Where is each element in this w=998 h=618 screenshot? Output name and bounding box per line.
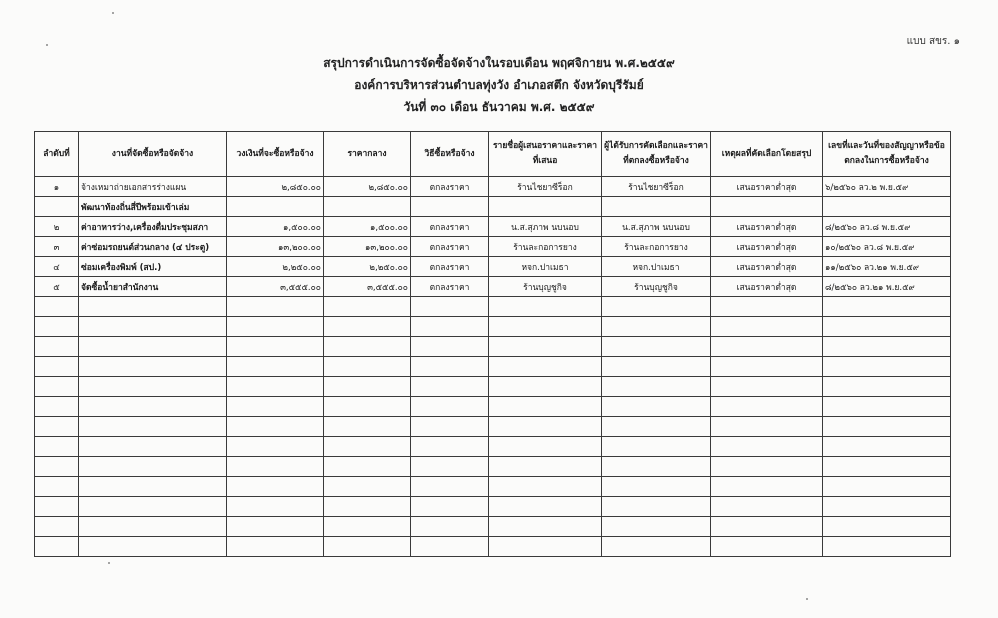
- table-cell: น.ส.สุภาพ นบนอบ: [489, 217, 602, 237]
- table-cell: [79, 457, 227, 477]
- table-cell: [79, 397, 227, 417]
- table-cell: ๑,๕๐๐.๐๐: [227, 217, 324, 237]
- table-cell: [602, 317, 711, 337]
- table-cell: [823, 537, 951, 557]
- table-cell: จัดซื้อน้ำยาสำนักงาน: [79, 277, 227, 297]
- table-cell: ๑: [35, 177, 79, 197]
- column-header: เลขที่และวันที่ของสัญญาหรือข้อตกลงในการซื้อหรือจ้าง: [823, 132, 951, 177]
- table-row-empty: [35, 497, 951, 517]
- table-cell: [489, 317, 602, 337]
- table-cell: [79, 297, 227, 317]
- table-header-row: [35, 132, 951, 177]
- table-cell: [711, 297, 823, 317]
- table-cell: [823, 437, 951, 457]
- table-cell: [324, 297, 411, 317]
- table-cell: [823, 357, 951, 377]
- table-cell: ๒,๘๕๐.๐๐: [227, 177, 324, 197]
- table-cell: [35, 197, 79, 217]
- table-cell: ร้านละกอการยาง: [489, 237, 602, 257]
- table-cell: ค่าซ่อมรถยนต์ส่วนกลาง (๔ ประตู): [79, 237, 227, 257]
- table-cell: [35, 337, 79, 357]
- table-cell: [227, 537, 324, 557]
- table-cell: [711, 477, 823, 497]
- table-cell: [602, 377, 711, 397]
- table-cell: ๑๓,๒๐๐.๐๐: [227, 237, 324, 257]
- table-cell: [227, 357, 324, 377]
- table-cell: ตกลงราคา: [411, 177, 489, 197]
- table-cell: ๓: [35, 237, 79, 257]
- table-cell: [227, 197, 324, 217]
- table-cell: ตกลงราคา: [411, 257, 489, 277]
- table-cell: ๒,๒๕๐.๐๐: [324, 257, 411, 277]
- table-cell: [602, 197, 711, 217]
- table-cell: [489, 197, 602, 217]
- procurement-table: [34, 131, 951, 557]
- table-cell: [324, 497, 411, 517]
- table-cell: [79, 317, 227, 337]
- table-cell: [79, 377, 227, 397]
- table-cell: ๑,๕๐๐.๐๐: [324, 217, 411, 237]
- table-cell: [489, 357, 602, 377]
- table-row: [35, 177, 951, 197]
- table-cell: [823, 457, 951, 477]
- column-header: ผู้ได้รับการคัดเลือกและราคาที่ตกลงซื้อหรือจ้าง: [602, 132, 711, 177]
- table-cell: [823, 197, 951, 217]
- table-cell: หจก.ปาเมธา: [489, 257, 602, 277]
- table-cell: [711, 197, 823, 217]
- table-cell: [711, 537, 823, 557]
- table-cell: [411, 417, 489, 437]
- table-cell: [711, 377, 823, 397]
- table-cell: [711, 437, 823, 457]
- table-cell: [35, 357, 79, 377]
- table-cell: ร้านละกอการยาง: [602, 237, 711, 257]
- table-cell: [227, 377, 324, 397]
- table-cell: [324, 437, 411, 457]
- column-header: รายชื่อผู้เสนอราคาและราคาที่เสนอ: [489, 132, 602, 177]
- table-row-empty: [35, 537, 951, 557]
- table-cell: [602, 397, 711, 417]
- table-cell: ๑๐/๒๕๖๐ ลว.๘ พ.ย.๕๙: [823, 237, 951, 257]
- table-cell: [411, 397, 489, 417]
- column-header: ลำดับที่: [35, 132, 79, 177]
- table-cell: [411, 357, 489, 377]
- table-cell: [711, 417, 823, 437]
- table-cell: [489, 457, 602, 477]
- table-cell: [489, 297, 602, 317]
- table-cell: [227, 417, 324, 437]
- table-cell: [227, 297, 324, 317]
- table-cell: [324, 397, 411, 417]
- column-header: วิธีซื้อหรือจ้าง: [411, 132, 489, 177]
- table-cell: ร้านบุญชูกิจ: [602, 277, 711, 297]
- table-cell: [79, 517, 227, 537]
- table-cell: [411, 477, 489, 497]
- table-cell: ตกลงราคา: [411, 277, 489, 297]
- table-row-empty: [35, 417, 951, 437]
- document-title: สรุปการดำเนินการจัดซื้อจัดจ้างในรอบเดือน พฤศจิกายน พ.ศ.๒๕๕๙: [323, 56, 675, 70]
- table-cell: [324, 477, 411, 497]
- table-cell: [489, 437, 602, 457]
- table-row: [35, 237, 951, 257]
- table-cell: ตกลงราคา: [411, 217, 489, 237]
- table-cell: [35, 417, 79, 437]
- table-cell: [823, 377, 951, 397]
- column-header: ราคากลาง: [324, 132, 411, 177]
- table-cell: [711, 337, 823, 357]
- table-row-empty: [35, 357, 951, 377]
- table-cell: [489, 517, 602, 537]
- table-cell: ๖/๒๕๖๐ ลว.๒ พ.ย.๕๙: [823, 177, 951, 197]
- table-cell: [79, 337, 227, 357]
- table-row-empty: [35, 457, 951, 477]
- table-cell: [411, 517, 489, 537]
- table-cell: [324, 357, 411, 377]
- table-cell: [602, 297, 711, 317]
- table-cell: [227, 457, 324, 477]
- table-cell: [602, 537, 711, 557]
- table-cell: [227, 437, 324, 457]
- table-cell: ๘/๒๕๖๐ ลว.๒๑ พ.ย.๕๙: [823, 277, 951, 297]
- table-cell: [79, 537, 227, 557]
- table-cell: [35, 317, 79, 337]
- table-cell: ๓,๕๕๕.๐๐: [324, 277, 411, 297]
- table-cell: [411, 497, 489, 517]
- table-cell: [602, 517, 711, 537]
- table-row-empty: [35, 297, 951, 317]
- table-row-empty: [35, 437, 951, 457]
- table-cell: [35, 437, 79, 457]
- table-cell: ซ่อมเครื่องพิมพ์ (สป.): [79, 257, 227, 277]
- table-cell: [823, 477, 951, 497]
- table-cell: ๑๓,๒๐๐.๐๐: [324, 237, 411, 257]
- table-cell: [711, 357, 823, 377]
- table-cell: [227, 337, 324, 357]
- table-cell: [711, 397, 823, 417]
- table-cell: [711, 497, 823, 517]
- table-cell: ๒,๘๕๐.๐๐: [324, 177, 411, 197]
- organization-name: องค์การบริหารส่วนตำบลทุ่งวัง อำเภอสตึก จังหวัดบุรีรัมย์: [354, 78, 644, 92]
- table-cell: ๒: [35, 217, 79, 237]
- table-cell: เสนอราคาต่ำสุด: [711, 257, 823, 277]
- table-cell: ร้านบุญชูกิจ: [489, 277, 602, 297]
- table-cell: [823, 317, 951, 337]
- table-cell: [602, 497, 711, 517]
- table-cell: [35, 397, 79, 417]
- table-cell: [227, 517, 324, 537]
- table-cell: ๑๑/๒๕๖๐ ลว.๒๑ พ.ย.๕๙: [823, 257, 951, 277]
- table-cell: [489, 337, 602, 357]
- table-row-empty: [35, 377, 951, 397]
- table-cell: [711, 457, 823, 477]
- table-cell: [324, 457, 411, 477]
- table-cell: [79, 357, 227, 377]
- table-cell: [324, 417, 411, 437]
- table-cell: หจก.ปาเมธา: [602, 257, 711, 277]
- table-cell: ร้านไชยาซีร็อก: [602, 177, 711, 197]
- table-row-empty: [35, 477, 951, 497]
- table-cell: [79, 417, 227, 437]
- table-cell: [35, 497, 79, 517]
- table-cell: [823, 337, 951, 357]
- table-cell: ๕: [35, 277, 79, 297]
- table-cell: [35, 377, 79, 397]
- table-cell: เสนอราคาต่ำสุด: [711, 177, 823, 197]
- table-cell: [489, 417, 602, 437]
- table-cell: [79, 437, 227, 457]
- table-cell: [35, 517, 79, 537]
- table-cell: [79, 477, 227, 497]
- table-cell: [411, 377, 489, 397]
- table-cell: [411, 537, 489, 557]
- table-cell: [227, 317, 324, 337]
- table-row: [35, 257, 951, 277]
- table-cell: [324, 377, 411, 397]
- table-cell: เสนอราคาต่ำสุด: [711, 217, 823, 237]
- table-row: [35, 197, 951, 217]
- table-cell: [602, 357, 711, 377]
- table-cell: [489, 477, 602, 497]
- table-cell: ๓,๕๕๕.๐๐: [227, 277, 324, 297]
- table-cell: [35, 297, 79, 317]
- table-cell: เสนอราคาต่ำสุด: [711, 237, 823, 257]
- table-cell: [823, 297, 951, 317]
- table-cell: ร้านไชยาซีร็อก: [489, 177, 602, 197]
- table-row-empty: [35, 517, 951, 537]
- table-cell: [35, 537, 79, 557]
- column-header: เหตุผลที่คัดเลือกโดยสรุป: [711, 132, 823, 177]
- table-cell: [602, 417, 711, 437]
- table-cell: จ้างเหมาถ่ายเอกสารร่างแผน: [79, 177, 227, 197]
- table-cell: ๘/๒๕๖๐ ลว.๘ พ.ย.๕๙: [823, 217, 951, 237]
- table-cell: พัฒนาท้องถิ่นสี่ปีพร้อมเข้าเล่ม: [79, 197, 227, 217]
- table-cell: [324, 537, 411, 557]
- table-cell: [324, 197, 411, 217]
- table-cell: [602, 457, 711, 477]
- table-cell: ๔: [35, 257, 79, 277]
- table-cell: [489, 377, 602, 397]
- table-cell: เสนอราคาต่ำสุด: [711, 277, 823, 297]
- column-header: วงเงินที่จะซื้อหรือจ้าง: [227, 132, 324, 177]
- table-row-empty: [35, 397, 951, 417]
- column-header: งานที่จัดซื้อหรือจัดจ้าง: [79, 132, 227, 177]
- table-cell: [489, 497, 602, 517]
- table-cell: [602, 337, 711, 357]
- table-cell: [489, 397, 602, 417]
- form-code: แบบ สขร. ๑: [906, 36, 960, 47]
- table-cell: [602, 437, 711, 457]
- table-cell: [823, 517, 951, 537]
- table-cell: [411, 197, 489, 217]
- table-cell: [711, 317, 823, 337]
- table-cell: [227, 497, 324, 517]
- table-cell: [711, 517, 823, 537]
- table-cell: [324, 517, 411, 537]
- table-cell: [227, 477, 324, 497]
- table-cell: [324, 337, 411, 357]
- table-cell: [411, 437, 489, 457]
- table-cell: [79, 497, 227, 517]
- table-cell: [35, 457, 79, 477]
- table-cell: [324, 317, 411, 337]
- table-cell: [411, 317, 489, 337]
- table-cell: [411, 337, 489, 357]
- table-row: [35, 217, 951, 237]
- table-cell: [823, 497, 951, 517]
- document-date: วันที่ ๓๐ เดือน ธันวาคม พ.ศ. ๒๕๕๙: [403, 100, 595, 114]
- table-cell: ๒,๒๕๐.๐๐: [227, 257, 324, 277]
- table-cell: [602, 477, 711, 497]
- table-cell: [411, 297, 489, 317]
- table-row-empty: [35, 337, 951, 357]
- table-cell: ค่าอาหารว่าง,เครื่องดื่มประชุมสภา: [79, 217, 227, 237]
- table-cell: [411, 457, 489, 477]
- table-cell: [227, 397, 324, 417]
- table-row: [35, 277, 951, 297]
- table-cell: [35, 477, 79, 497]
- table-cell: [489, 537, 602, 557]
- table-cell: [823, 417, 951, 437]
- table-cell: [823, 397, 951, 417]
- table-row-empty: [35, 317, 951, 337]
- table-cell: น.ส.สุภาพ นบนอบ: [602, 217, 711, 237]
- table-cell: ตกลงราคา: [411, 237, 489, 257]
